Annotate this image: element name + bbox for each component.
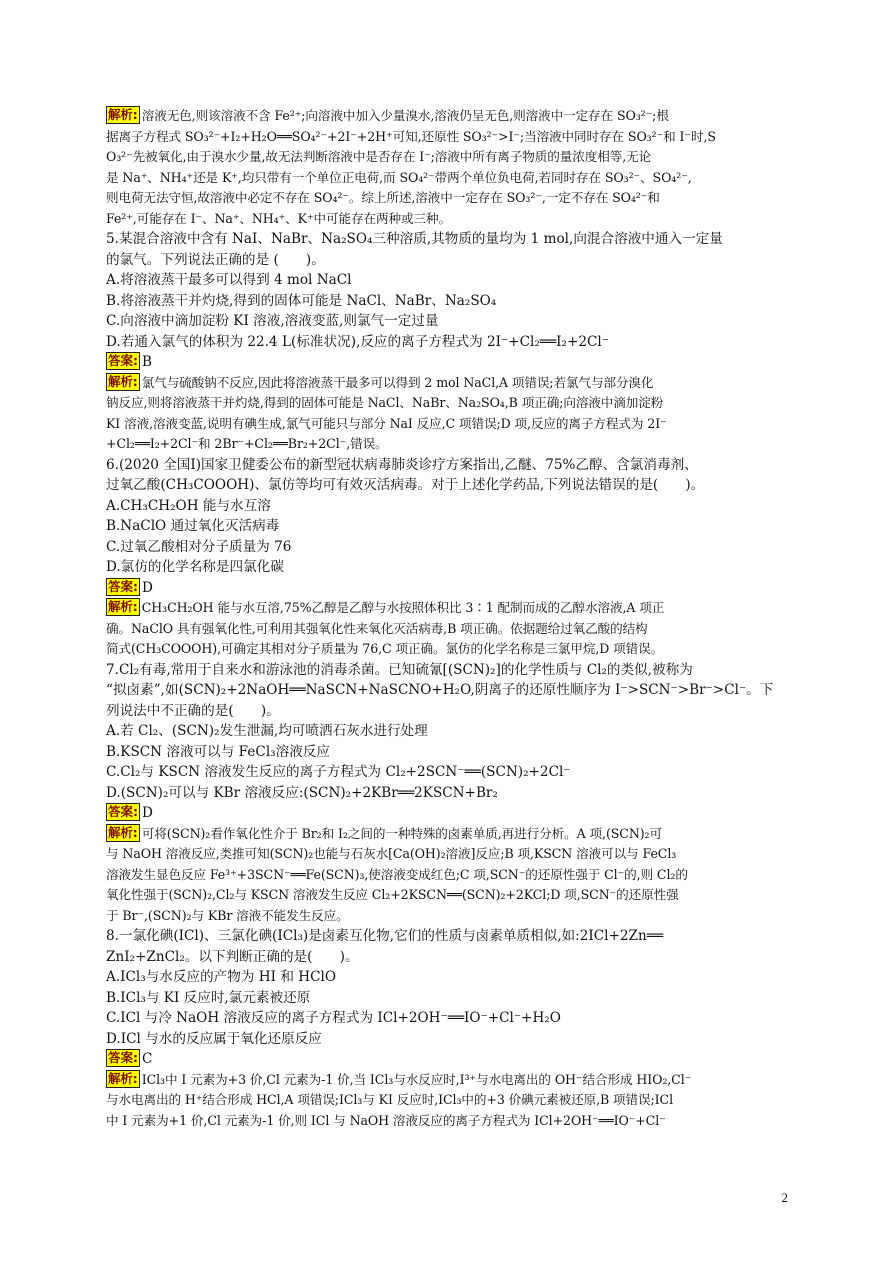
text-line: +Cl₂══I₂+2Cl⁻和 2Br⁻+Cl₂══Br₂+2Cl⁻,错误。: [106, 436, 388, 451]
answer-value: D: [142, 805, 153, 821]
question-7: [106, 660, 788, 927]
text-line: 与水电离出的 H⁺结合形成 HCl,A 项错误;ICl₃与 KI 反应时,ICl₃中的+3 价碘元素被还原,B 项错误;ICl: [106, 1092, 674, 1107]
text-line: 钠反应,则将溶液蒸干并灼烧,得到的固体可能是 NaCl、NaBr、Na₂SO₄,B 项正确;向溶液中滴加淀粉: [106, 395, 664, 410]
option-b: B.ICl₃与 KI 反应时,氯元素被还原: [106, 989, 311, 1006]
option-c: C.Cl₂与 KSCN 溶液发生反应的离子方程式为 Cl₂+2SCN⁻══(SCN)₂+2Cl⁻: [106, 764, 571, 780]
question-6: [106, 455, 788, 660]
answer-value: D: [142, 579, 153, 596]
answer-line: [106, 803, 788, 824]
text-line: 解析: 可将(SCN)₂看作氧化性介于 Br₂和 I₂之间的一种特殊的卤素单质,再进行分析。A 项,(SCN)₂可: [108, 824, 662, 841]
question-stem: 6.(2020 全国Ⅰ)国家卫健委公布的新型冠状病毒肺炎诊疗方案指出,乙醚、75%乙醇、含氯消毒剂、: [106, 456, 698, 473]
option-b: B.KSCN 溶液可以与 FeCl₃溶液反应: [106, 743, 330, 760]
option-d: D.(SCN)₂可以与 KBr 溶液反应:(SCN)₂+2KBr══2KSCN+Br₂: [106, 784, 498, 801]
text-line: 氧化性强于(SCN)₂,Cl₂与 KSCN 溶液发生反应 Cl₂+2KSCN══(SCN)₂+2KCl;D 项,SCN⁻的还原性强: [106, 887, 679, 902]
option-d: D.若通入氯气的体积为 22.4 L(标准状况),反应的离子方程式为 2I⁻+Cl₂══I₂+2Cl⁻: [106, 333, 609, 350]
option-a: A.CH₃CH₂OH 能与水互溶: [106, 497, 271, 514]
option-d: D.氯仿的化学名称是四氯化碳: [106, 559, 284, 575]
option-c: C.向溶液中滴加淀粉 KI 溶液,溶液变蓝,则氯气一定过量: [106, 313, 439, 329]
analysis-tag: 解析:: [108, 107, 138, 122]
text-line: O₃²⁻先被氧化,由于溴水少量,故无法判断溶液中是否存在 I⁻;溶液中所有离子物质的量浓度相等,无论: [106, 149, 652, 164]
option-c: C.过氧乙酸相对分子质量为 76: [106, 538, 292, 555]
answer-tag: 答案:: [108, 804, 138, 819]
question-stem: 7.Cl₂有毒,常用于自来水和游泳池的消毒杀菌。已知硫氰[(SCN)₂]的化学性质与 Cl₂的类似,被称为: [106, 661, 693, 678]
text-line: 确。NaClO 具有强氧化性,可利用其强氧化性来氧化灭活病毒,B 项正确。依据题给过氧乙酸的结构: [106, 620, 648, 636]
question-stem: 列说法中不正确的是( )。: [106, 702, 280, 719]
analysis-tag: 解析:: [108, 1070, 138, 1086]
question-stem: “拟卤素”,如(SCN)₂+2NaOH══NaSCN+NaSCNO+H₂O,阴离子的还原性顺序为 I⁻>SCN⁻>Br⁻>Cl⁻。下: [106, 682, 774, 698]
answer-tag: 答案:: [108, 353, 138, 368]
text-line: 解析: 氯气与硫酸钠不反应,因此将溶液蒸干最多可以得到 2 mol NaCl,A 项错误;若氯气与部分溴化: [108, 373, 654, 390]
text-line: Fe²⁺,可能存在 I⁻、Na⁺、NH₄⁺、K⁺中可能存在两种或三种。: [106, 210, 451, 226]
text-line: 简式(CH₃COOOH),可确定其相对分子质量为 76,C 项正确。氯仿的化学名称是三氯甲烷,D 项错误。: [106, 641, 664, 656]
page-number: 2: [781, 1190, 788, 1205]
answer-line: [106, 1049, 788, 1070]
document-page: [106, 106, 788, 1131]
analysis-tag: 解析:: [108, 599, 138, 614]
answer-line: [106, 578, 788, 599]
option-c: C.ICl 与冷 NaOH 溶液反应的离子方程式为 ICl+2OH⁻══IO⁻+Cl⁻+H₂O: [106, 1010, 561, 1026]
text-line: 解析: ICl₃中 I 元素为+3 价,Cl 元素为-1 价,当 ICl₃与水反应时,I³⁺与水电离出的 OH⁻结合形成 HIO₂,Cl⁻: [108, 1070, 692, 1087]
answer-tag: 答案:: [108, 1050, 138, 1065]
analysis-tag: 解析:: [108, 373, 138, 389]
answer-line: [106, 352, 788, 373]
question-stem: 的氯气。下列说法正确的是 ( )。: [106, 251, 325, 268]
answer-value: C: [142, 1051, 153, 1067]
option-b: B.将溶液蒸干并灼烧,得到的固体可能是 NaCl、NaBr、Na₂SO₄: [106, 292, 497, 309]
answer-tag: 答案:: [108, 578, 138, 594]
question-stem: 8.一氯化碘(ICl)、三氯化碘(ICl₃)是卤素互化物,它们的性质与卤素单质相似,如:2ICl+2Zn══: [106, 928, 664, 944]
option-b: B.NaClO 通过氧化灭活病毒: [106, 518, 280, 534]
question-5: [106, 229, 788, 455]
question-stem: 过氧乙酸(CH₃COOOH)、氯仿等均可有效灭活病毒。对于上述化学药品,下列说法错误的是( )。: [106, 477, 705, 493]
explanation-block-q4: [106, 106, 788, 229]
question-8: [106, 926, 788, 1131]
text-line: 于 Br⁻,(SCN)₂与 KBr 溶液不能发生反应。: [106, 907, 349, 923]
text-line: 解析: CH₃CH₂OH 能与水互溶,75%乙醇是乙醇与水按照体积比 3∶1 配制而成的乙醇水溶液,A 项正: [108, 599, 665, 615]
text-line: KI 溶液,溶液变蓝,说明有碘生成,氯气可能只与部分 NaI 反应,C 项错误;D 项,反应的离子方程式为 2I⁻: [106, 415, 667, 431]
option-d: D.ICl 与水的反应属于氧化还原反应: [106, 1030, 322, 1047]
option-a: A.ICl₃与水反应的产物为 HI 和 HClO: [106, 969, 336, 985]
option-a: A.若 Cl₂、(SCN)₂发生泄漏,均可喷洒石灰水进行处理: [106, 723, 428, 739]
text-line: 据离子方程式 SO₃²⁻+I₂+H₂O══SO₄²⁻+2I⁻+2H⁺可知,还原性 SO₃²⁻>I⁻;当溶液中同时存在 SO₃²⁻和 I⁻时,S: [106, 128, 716, 144]
text-line: 与 NaOH 溶液反应,类推可知(SCN)₂也能与石灰水[Ca(OH)₂溶液]反应;B 项,KSCN 溶液可以与 FeCl₃: [106, 846, 677, 861]
text-line: 是 Na⁺、NH₄⁺还是 K⁺,均只带有一个单位正电荷,而 SO₄²⁻带两个单位负电荷,若同时存在 SO₃²⁻、SO₄²⁻,: [106, 169, 692, 185]
option-a: A.将溶液蒸干最多可以得到 4 mol NaCl: [106, 272, 352, 288]
text-line: 中 I 元素为+1 价,Cl 元素为-1 价,则 ICl 与 NaOH 溶液反应的离子方程式为 ICl+2OH⁻══IO⁻+Cl⁻: [106, 1112, 666, 1128]
question-stem: ZnI₂+ZnCl₂。以下判断正确的是( )。: [106, 948, 359, 965]
answer-value: B: [142, 354, 152, 370]
text-line: 则电荷无法守恒,故溶液中必定不存在 SO₄²⁻。综上所述,溶液中一定存在 SO₃²⁻,一定不存在 SO₄²⁻和: [106, 190, 660, 205]
analysis-tag: 解析:: [108, 824, 138, 840]
text-line: 解析: 溶液无色,则该溶液不含 Fe²⁺;向溶液中加入少量溴水,溶液仍呈无色,则溶液中一定存在 SO₃²⁻;根: [108, 107, 669, 123]
text-line: 溶液发生显色反应 Fe³⁺+3SCN⁻══Fe(SCN)₃,使溶液变成红色;C 项,SCN⁻的还原性强于 Cl⁻的,则 Cl₂的: [106, 866, 688, 882]
question-stem: 5.某混合溶液中含有 NaI、NaBr、Na₂SO₄三种溶质,其物质的量均为 1 mol,向混合溶液中通入一定量: [106, 231, 723, 247]
